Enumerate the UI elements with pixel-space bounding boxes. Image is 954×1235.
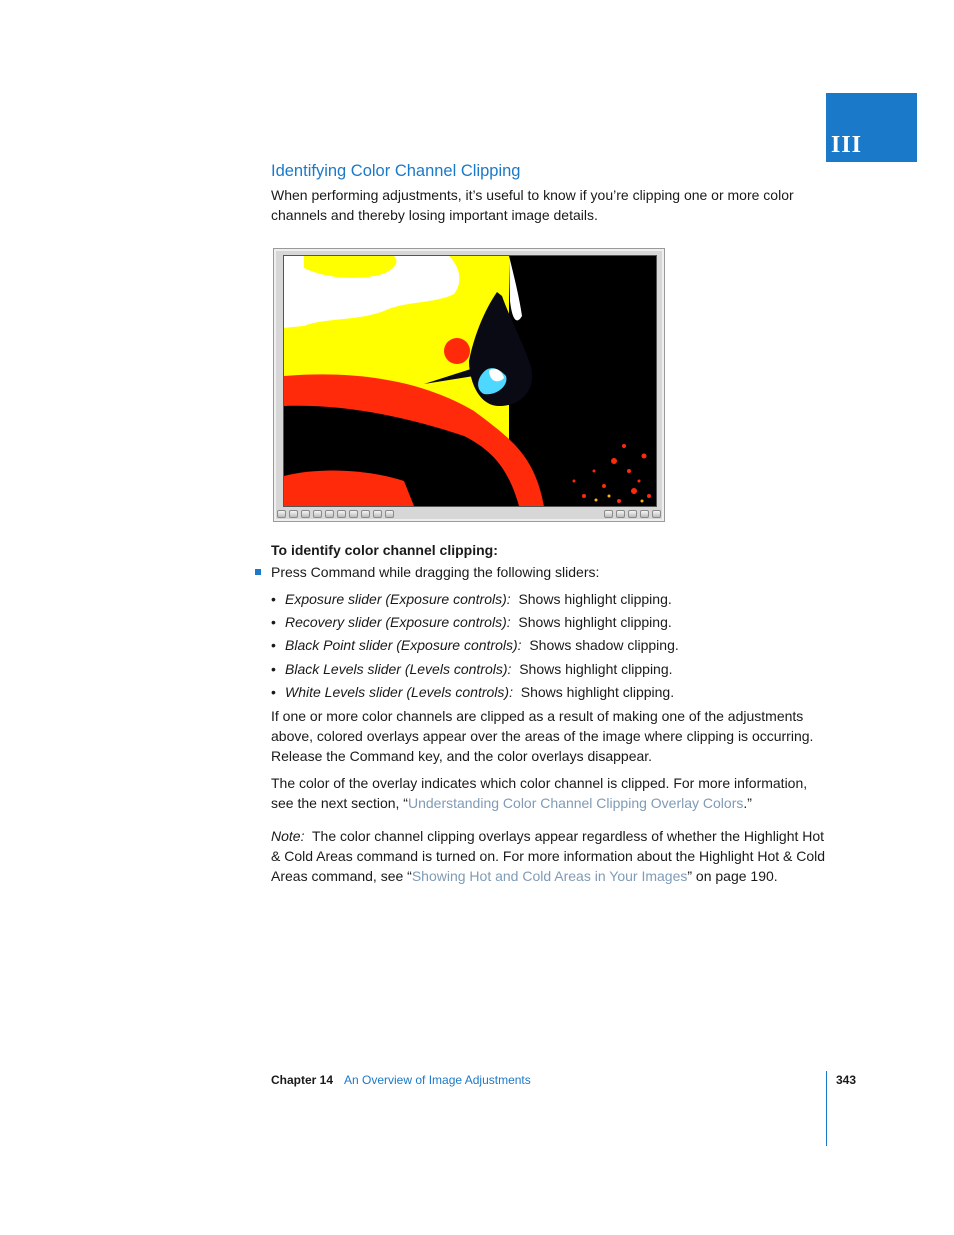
- part-tab-label: III: [831, 132, 863, 158]
- viewer-toolbar: [277, 508, 661, 520]
- retouch-button[interactable]: [385, 510, 394, 518]
- inspector-button[interactable]: [652, 510, 661, 518]
- footer-divider: [826, 1071, 827, 1146]
- bullet-icon: •: [271, 660, 276, 677]
- intro-paragraph: When performing adjustments, it’s useful to know if you’re clipping one or more color channels and thereby losing important image details.: [271, 187, 794, 223]
- overlay-color-paragraph: The color of the overlay indicates which color channel is clipped. For more information, see the next section, “Understanding Color Channel Clipping Overlay Colors.”: [271, 775, 808, 811]
- procedure-step: [271, 562, 599, 582]
- zoom-tool-button[interactable]: [289, 510, 298, 518]
- lift-stamp-button[interactable]: [337, 510, 346, 518]
- list-item: • White Levels slider (Levels controls): Shows highlight clipping.: [271, 683, 675, 700]
- straighten-tool-button[interactable]: [361, 510, 370, 518]
- slider-list: [271, 589, 679, 705]
- overlay-paragraph: If one or more color channels are clipped as a result of making one of the adjustments above, colored overlays appear over the areas of the image where clipping is occurring. Release the Command key, and the color overlays disappear.: [271, 708, 814, 764]
- compare-button[interactable]: [640, 510, 649, 518]
- bullet-icon: •: [271, 614, 276, 631]
- note-label: Note:: [271, 828, 305, 844]
- section-heading: Identifying Color Channel Clipping: [271, 162, 521, 180]
- part-tab: [826, 93, 917, 162]
- list-item: • Black Levels slider (Levels controls): Shows highlight clipping.: [271, 660, 673, 677]
- screenshot-figure: [273, 248, 665, 522]
- page-number: 343: [836, 1073, 857, 1087]
- footer-chapter-title[interactable]: An Overview of Image Adjustments: [344, 1073, 531, 1087]
- fullscreen-button[interactable]: [604, 510, 613, 518]
- procedure-step-text: Press Command while dragging the following sliders:: [271, 564, 600, 580]
- bullet-icon: •: [271, 683, 276, 700]
- overlay-colors-link[interactable]: Understanding Color Channel Clipping Overlay Colors: [407, 795, 744, 811]
- list-item: • Black Point slider (Exposure controls): Shows shadow clipping.: [271, 637, 679, 654]
- step-marker-icon: [255, 569, 261, 575]
- red-eye-button[interactable]: [373, 510, 382, 518]
- clipping-overlay-image: [284, 256, 656, 506]
- rotate-left-button[interactable]: [301, 510, 310, 518]
- hot-cold-areas-link[interactable]: Showing Hot and Cold Areas in Your Images: [411, 868, 688, 884]
- viewer-mode-button[interactable]: [616, 510, 625, 518]
- rotate-right-button[interactable]: [313, 510, 322, 518]
- list-item: • Exposure slider (Exposure controls): Shows highlight clipping.: [271, 591, 672, 607]
- loupe-button[interactable]: [325, 510, 334, 518]
- split-view-button[interactable]: [628, 510, 637, 518]
- procedure-heading: To identify color channel clipping:: [271, 542, 498, 558]
- crop-tool-button[interactable]: [349, 510, 358, 518]
- note-paragraph: Note: The color channel clipping overlays appear regardless of whether the Highlight Hot & Cold Areas command is turned on. For more information about the Highlight Hot & Cold Areas command, see “Showing Hot and Cold Areas in Your Images” on page 190.: [271, 828, 826, 884]
- select-tool-button[interactable]: [277, 510, 286, 518]
- image-viewer: [283, 255, 657, 507]
- bullet-icon: •: [271, 591, 276, 607]
- footer-chapter: Chapter 14: [271, 1073, 334, 1087]
- list-item: • Recovery slider (Exposure controls): Shows highlight clipping.: [271, 614, 672, 631]
- bullet-icon: •: [271, 637, 276, 654]
